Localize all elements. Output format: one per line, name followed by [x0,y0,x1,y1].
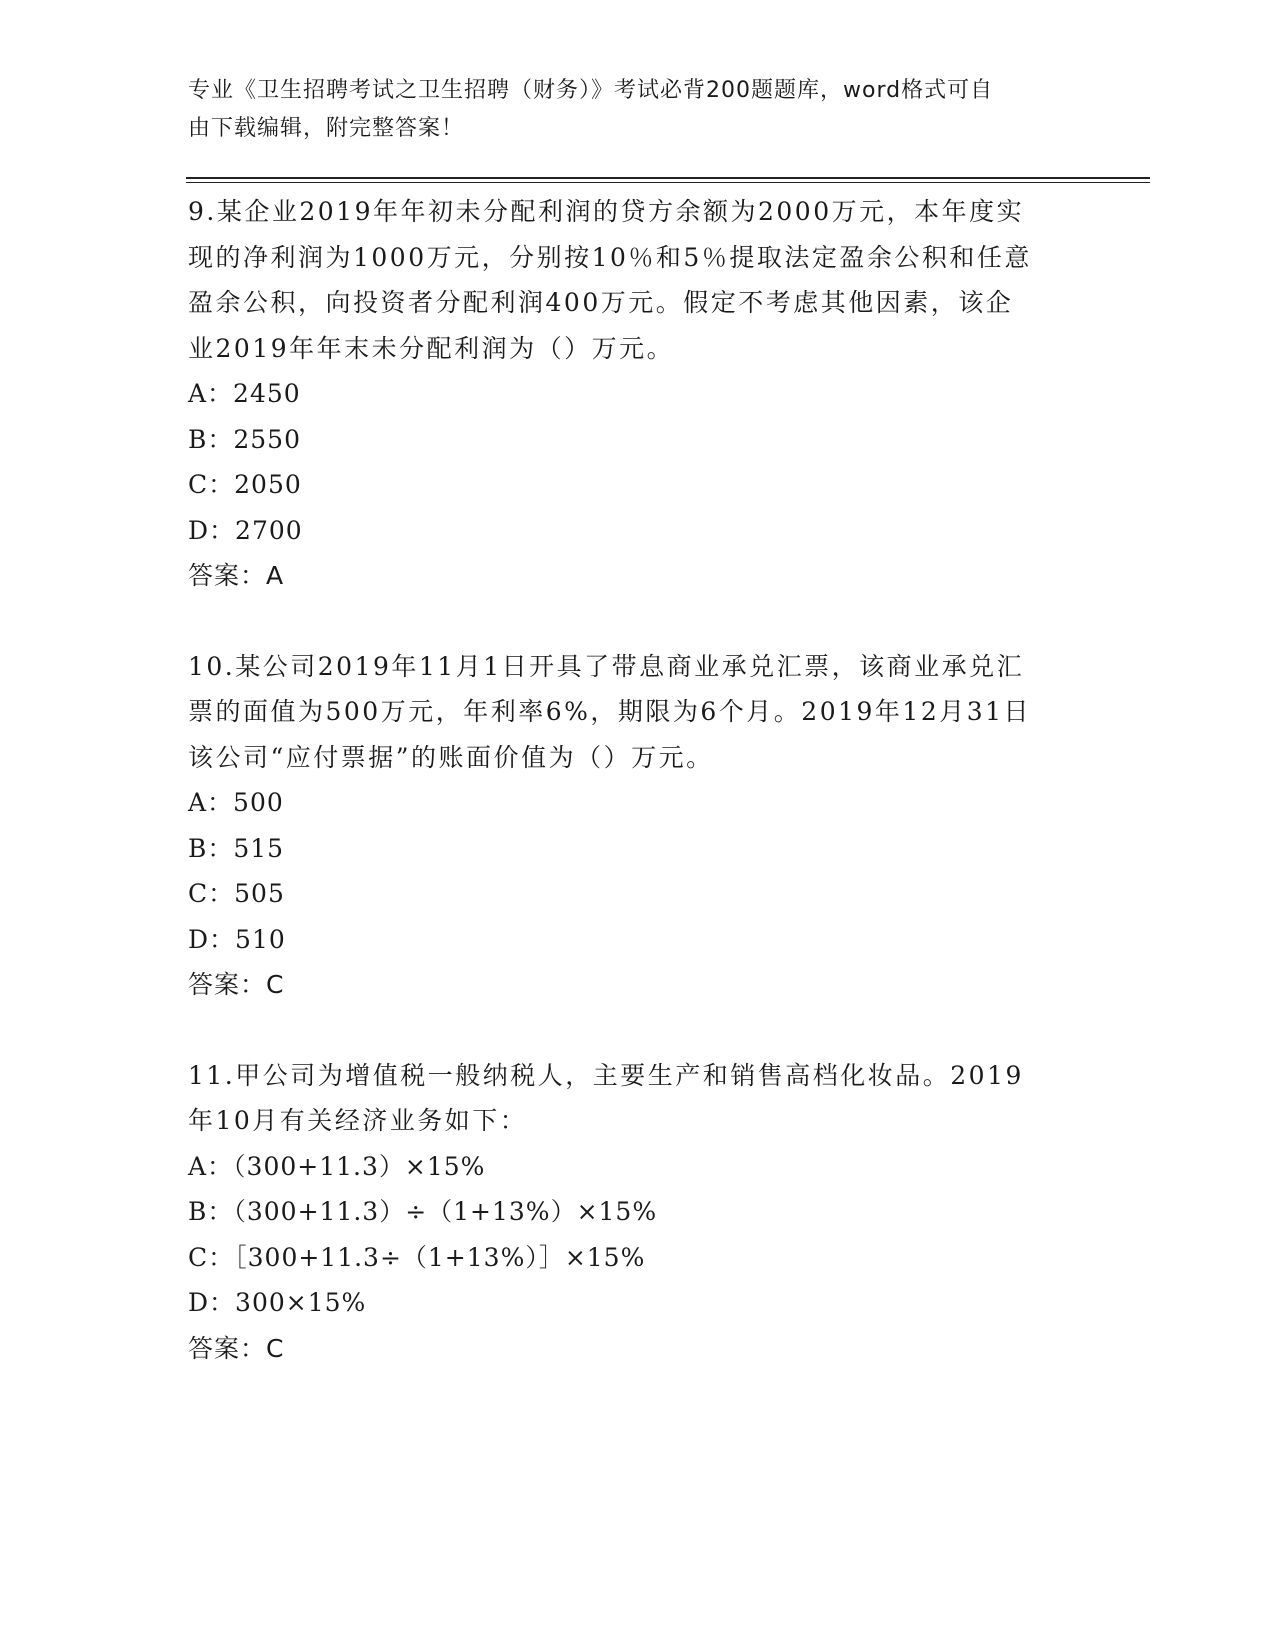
header-line-1: 专业《卫生招聘考试之卫生招聘（财务）》考试必背200题题库，word格式可自 [188,78,994,103]
option-d: D：2700 [188,515,303,545]
option-c: C：［300+11.3÷（1+13%）］×15% [188,1242,646,1272]
question-10 [188,644,1088,1008]
header-divider [186,177,1150,183]
document-header [188,72,1068,148]
question-text-line: 9.某企业2019年年初未分配利润的贷方余额为2000万元，本年度实 [188,197,1025,226]
question-11 [188,1053,1088,1372]
option-b: B：（300+11.3）÷（1+13%）×15% [188,1197,658,1226]
option-a: A：（300+11.3）×15% [188,1151,486,1181]
option-a: A：500 [188,788,284,817]
option-b: B：2550 [188,424,301,454]
question-text-line: 该公司“应付票据”的账面价值为（）万元。 [188,742,714,772]
option-c: C：2050 [188,470,302,499]
option-d: D：510 [188,924,286,954]
question-text-line: 业2019年年末未分配利润为（）万元。 [188,333,675,363]
option-c: C：505 [188,879,285,908]
question-list [188,189,1088,1416]
answer: 答案：C [188,1333,285,1363]
answer: 答案：C [188,970,285,999]
question-9 [188,189,1088,599]
question-text-line: 年10月有关经济业务如下： [188,1106,528,1135]
question-text-line: 票的面值为500万元，年利率6%，期限为6个月。2019年12月31日 [188,697,1032,726]
question-text-line: 盈余公积，向投资者分配利润400万元。假定不考虑其他因素，该企 [188,288,1014,317]
option-d: D：300×15% [188,1288,367,1317]
header-line-2: 由下载编辑，附完整答案！ [188,116,465,141]
question-text-line: 10.某公司2019年11月1日开具了带息商业承兑汇票，该商业承兑汇 [188,651,1025,681]
question-text-line: 11.甲公司为增值税一般纳税人，主要生产和销售高档化妆品。2019 [188,1060,1024,1090]
answer: 答案：A [188,561,285,590]
option-b: B：515 [188,833,285,863]
option-a: A：2450 [188,379,301,408]
question-text-line: 现的净利润为1000万元，分别按10％和5％提取法定盈余公积和任意 [188,242,1032,272]
